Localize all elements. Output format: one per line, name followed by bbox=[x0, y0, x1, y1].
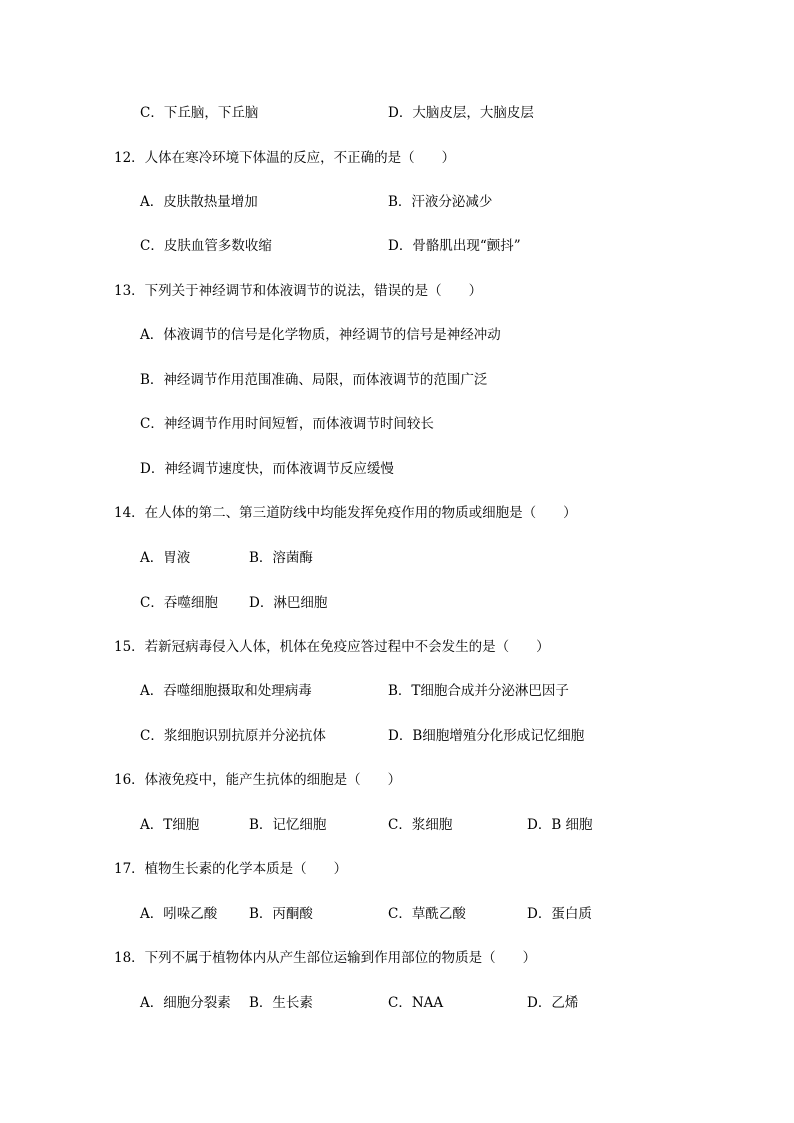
q18-option-c: C．NAA bbox=[388, 995, 444, 1011]
q14-option-d: D．淋巴细胞 bbox=[249, 595, 328, 611]
q17-option-d: D．蛋白质 bbox=[527, 906, 592, 922]
q12-option-a: A．皮肤散热量增加 bbox=[140, 194, 258, 210]
q18-option-d: D．乙烯 bbox=[527, 995, 579, 1011]
q12-option-d: D．骨骼肌出现“颤抖” bbox=[388, 238, 521, 254]
q17-option-a: A．吲哚乙酸 bbox=[140, 906, 218, 922]
q16-option-c: C．浆细胞 bbox=[388, 817, 453, 833]
q13-option-b: B．神经调节作用范围准确、局限，而体液调节的范围广泛 bbox=[140, 372, 488, 388]
q17-option-c: C．草酰乙酸 bbox=[388, 906, 466, 922]
q12-option-c: C．皮肤血管多数收缩 bbox=[140, 238, 272, 254]
q16-option-a: A．T细胞 bbox=[140, 817, 200, 833]
q16-option-d: D．B 细胞 bbox=[527, 817, 593, 833]
q15-option-c: C．浆细胞识别抗原并分泌抗体 bbox=[140, 728, 326, 744]
q18-stem: 18．下列不属于植物体内从产生部位运输到作用部位的物质是（ ） bbox=[114, 950, 537, 966]
q12-option-b: B．汗液分泌减少 bbox=[388, 194, 493, 210]
q15-option-a: A．吞噬细胞摄取和处理病毒 bbox=[140, 683, 312, 699]
q12-stem: 12．人体在寒冷环境下体温的反应，不正确的是（ ） bbox=[114, 150, 456, 166]
q18-option-a: A．细胞分裂素 bbox=[140, 995, 231, 1011]
q14-option-b: B．溶菌酶 bbox=[249, 550, 313, 566]
q11-option-d: D．大脑皮层，大脑皮层 bbox=[388, 105, 534, 121]
q14-option-c: C．吞噬细胞 bbox=[140, 595, 218, 611]
q14-option-a: A．胃液 bbox=[140, 550, 191, 566]
q16-option-b: B．记忆细胞 bbox=[249, 817, 327, 833]
q15-option-b: B．T细胞合成并分泌淋巴因子 bbox=[388, 683, 569, 699]
q15-option-d: D．B细胞增殖分化形成记忆细胞 bbox=[388, 728, 585, 744]
q13-option-c: C．神经调节作用时间短暂，而体液调节时间较长 bbox=[140, 416, 434, 432]
q17-option-b: B．丙酮酸 bbox=[249, 906, 313, 922]
q18-option-b: B．生长素 bbox=[249, 995, 313, 1011]
q13-option-a: A．体液调节的信号是化学物质，神经调节的信号是神经冲动 bbox=[140, 327, 501, 343]
q13-stem: 13．下列关于神经调节和体液调节的说法，错误的是（ ） bbox=[114, 283, 483, 299]
q13-option-d: D．神经调节速度快，而体液调节反应缓慢 bbox=[140, 461, 394, 477]
q15-stem: 15．若新冠病毒侵入人体，机体在免疫应答过程中不会发生的是（ ） bbox=[114, 639, 550, 655]
q16-stem: 16．体液免疫中，能产生抗体的细胞是（ ） bbox=[114, 772, 402, 788]
q17-stem: 17．植物生长素的化学本质是（ ） bbox=[114, 861, 348, 877]
q14-stem: 14．在人体的第二、第三道防线中均能发挥免疫作用的物质或细胞是（ ） bbox=[114, 505, 577, 521]
q11-option-c: C．下丘脑，下丘脑 bbox=[140, 105, 259, 121]
